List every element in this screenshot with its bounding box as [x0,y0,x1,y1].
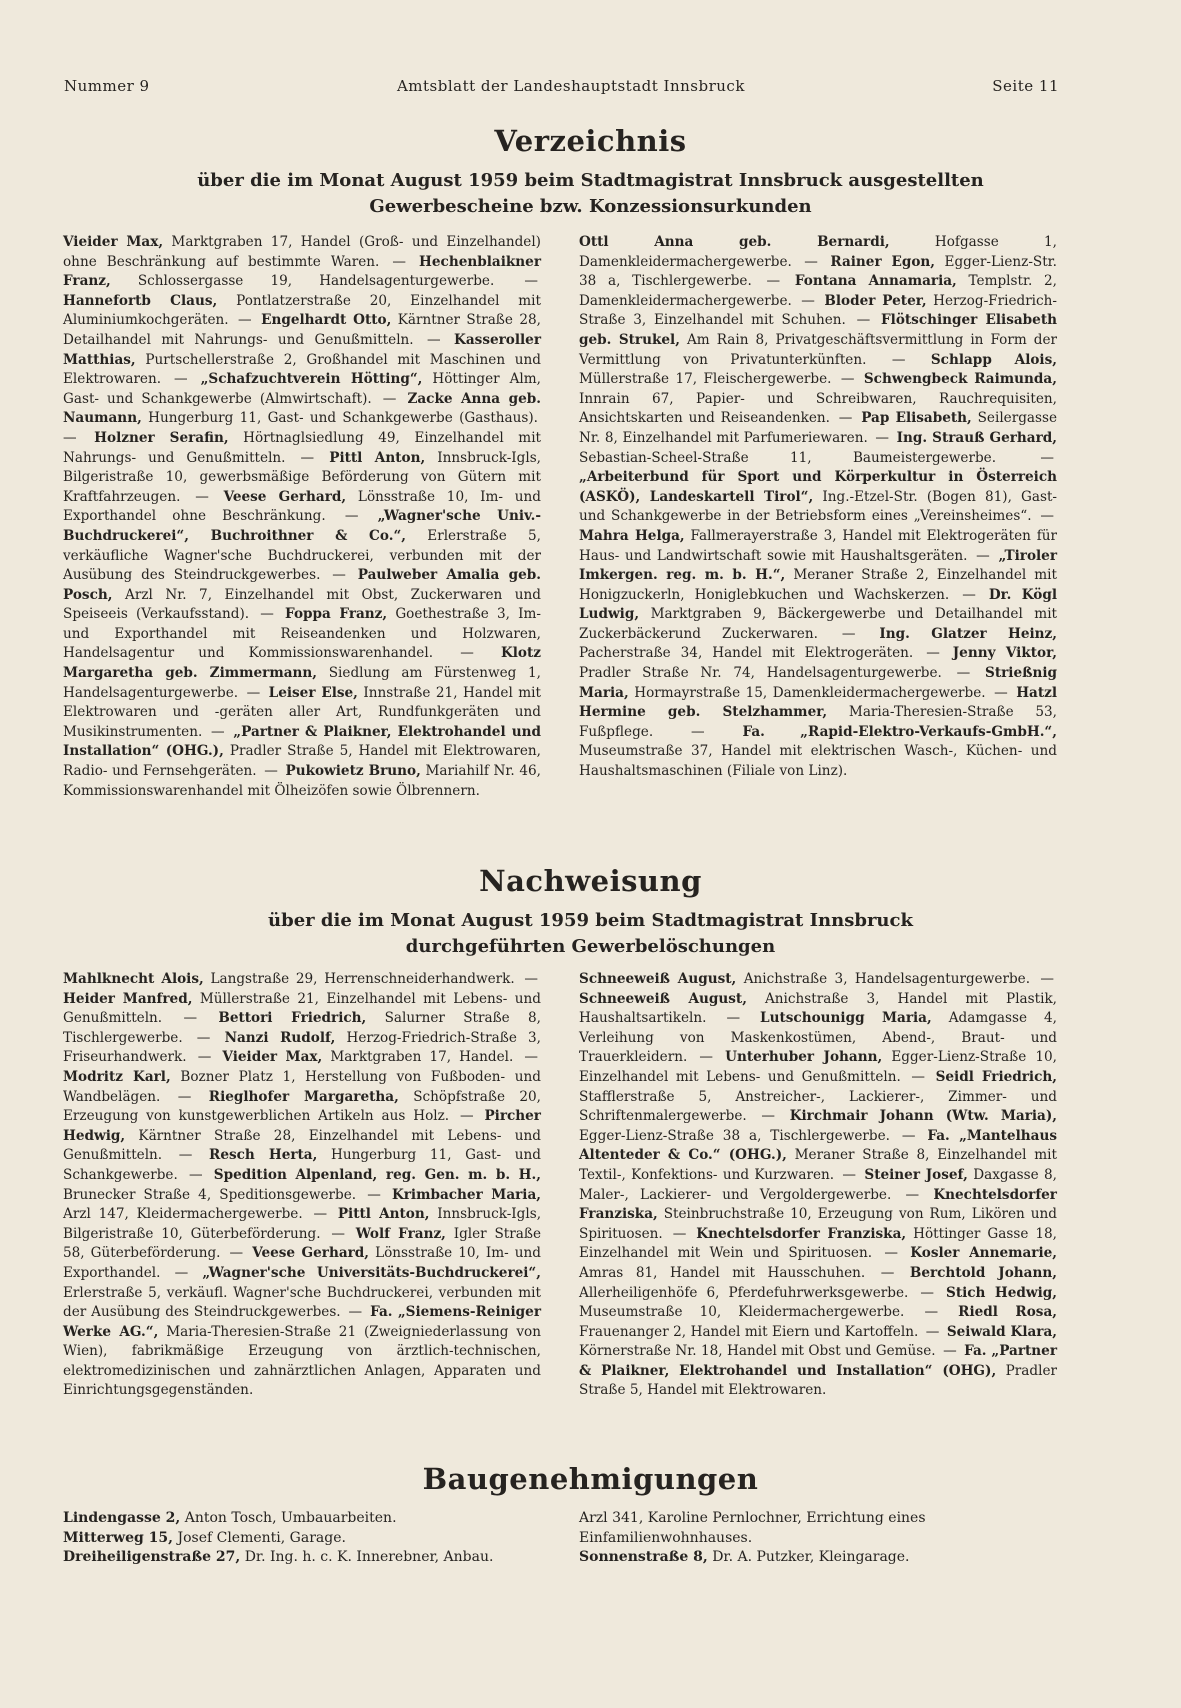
entry-separator: — [952,586,986,603]
entry-name: Nanzi Rudolf, [224,1029,336,1046]
entry-text: Schlossergasse 19, Handelsagenturgewerbe. [137,273,495,290]
section-subtitle-1: über die im Monat August 1959 beim Stadtmagistrat Innsbruck ausgestellten [197,170,984,191]
entry-text: Meraner Straße 2, Einzelhandel mit Honigzuckerln, Honiglebkuchen und Wachskerzen. [579,567,1057,603]
entry-name: Fa. „Siemens-Reiniger Werke AG.“, [63,1304,541,1340]
entry-name: Knechtelsdorfer Franziska, [579,1186,1057,1223]
entry-separator: — [452,1108,482,1125]
entry-separator: — [794,292,822,309]
entry-text: Steinbruchstraße 10, Erzeugung von Rum, Likören und Spirituosen. [579,1206,1057,1242]
entry-name: Bettori Friedrich, [218,1010,367,1027]
entry-text: Amras 81, Handel mit Hausschuhen. [579,1264,866,1281]
entry-separator: — [869,351,928,368]
entry-separator: — [820,625,877,642]
entry-name: „Tiroler Imkergen. reg. m. b. H.“, [579,547,1057,584]
entry-separator: — [185,1029,222,1046]
section-subtitle-2: Gewerbescheine bzw. Konzessionsurkunden [369,196,812,217]
entry-name: Kosler Annemarie, [910,1245,1058,1262]
entry-text: Marktgraben 9, Bäckergewerbe und Detailhandel mit Zuckerbäckerund Zuckerwaren. [579,606,1057,642]
entry-separator: — [834,371,861,388]
entry-separator: — [205,723,231,740]
entry-separator: — [436,645,498,662]
entry-text: Museumstraße 37, Handel mit elektrischen Wasch-, Küchen- und Haushaltsmaschinen (Filiale von Linz). [579,743,1057,780]
entry-name: Spedition Alpenland, reg. Gen. m. b. H., [213,1166,541,1183]
entry-text: Kärntner Straße 28, Einzelhandel mit Lebens- und Genußmitteln. [63,1127,541,1164]
entry-separator: — [63,429,92,446]
entry-name: „Schafzuchtverein Hötting“, [200,371,423,388]
entry-name: Bloder Peter, [824,292,927,309]
entry-separator: — [374,390,405,407]
entry-name: Paulweber Amalia geb. Posch, [63,567,541,603]
entry-name: Pukowietz Bruno, [285,763,421,780]
register-entry [63,971,541,987]
entry-text: Josef Clementi, Garage. [177,1529,346,1546]
entry-separator: — [907,1304,956,1321]
entry-name: Vieider Max, [222,1049,323,1066]
entry-text: Erlerstraße 5, verkäufliche Wagner'sche Buchdruckerei, verbunden mit der Ausübung des Steindruckgewerbes. [63,527,542,584]
entry-text: Höttinger Alm, Gast- und Schankgewerbe (Almwirtschaft). [63,371,541,407]
entry-name: „Wagner'sche Universitäts-Buchdruckerei“, [202,1264,541,1281]
entry-text: Egger-Lienz-Straße 38 a, Tischlergewerbe. [579,1127,890,1144]
entry-separator: — [305,1206,335,1223]
entry-text: Dr. A. Putzker, Kleingarage. [712,1549,910,1566]
register-entry [579,528,1057,564]
entry-text: Innsbruck-Igls, Bilgeristraße 10, gewerbsmäßige Beförderung von Gütern mit Kraftfahrzeugen. [63,449,541,505]
entry-name: Jenny Viktor, [952,645,1057,662]
nachweisung-right-column [579,970,1057,1401]
entry-separator: — [163,1264,200,1281]
entry-name: Seiwald Klara, [946,1323,1057,1340]
entry-separator: — [837,1166,862,1183]
permit-entry [63,1529,541,1549]
entry-separator: — [223,1245,250,1262]
entry-text: Goethestraße 3, Im- und Exporthandel mit Reiseandenken und Holzwaren, Handelsagentur und Kommissionswarenhandel. [63,606,541,662]
entry-text: Körnerstraße Nr. 18, Handel mit Obst und Gemüse. [579,1343,936,1360]
entry-name: Lutschounigg Maria, [760,1010,932,1027]
entry-name: Schneeweiß August, [579,990,747,1007]
nachweisung-left-column [63,970,541,1401]
entry-separator: — [938,1343,962,1360]
entry-separator: — [343,1304,368,1321]
entry-name: „Arbeiterbund für Sport und Körperkultur in Österreich (ASKÖ), Landeskartell Tirol“, [579,469,1057,505]
entry-name: „Wagner'sche Univ.-Buchdruckerei“, Buchroithner & Co.“, [63,508,541,544]
entry-text: Innstraße 21, Handel mit Elektrowaren und -geräten aller Art, Rundfunkgeräten und Musikinstrumenten. [63,684,541,740]
entry-name: Fa. „Rapid-Elektro-Verkaufs-GmbH.“, [742,723,1057,740]
baugenehmigungen-right-column [579,1509,1057,1568]
entry-text: Meraner Straße 8, Einzelhandel mit Textil-, Konfektions- und Kurzwaren. [579,1147,1057,1183]
entry-text: Adamgasse 4, Verleihung von Maskenkostümen, Abend-, Braut- und Trauerkleidern. [579,1010,1057,1066]
entry-separator: — [231,312,259,329]
entry-separator: — [183,488,221,505]
entry-text: Igler Straße 58, Güterbeförderung. [63,1225,541,1262]
entry-separator: — [875,1245,908,1262]
entry-text: Hungerburg 11, Gast- und Schankgewerbe (Gasthaus). [148,410,538,427]
entry-separator: — [999,449,1054,466]
permit-entry [579,1548,1057,1568]
entry-text: Arzl 341, Karoline Pernlochner, Errichtung eines Einfamilienwohnhauses. [579,1510,926,1546]
entry-text: Lönsstraße 10, Im- und Exporthandel. [63,1245,541,1281]
entry-text: Hungerburg 11, Gast- und Schankgewerbe. [63,1147,542,1183]
entry-text: Pontlatzerstraße 20, Einzelhandel mit Aluminiumkochgeräten. [63,292,541,329]
entry-name: Riedl Rosa, [958,1304,1057,1321]
entry-text: Brunecker Straße 4, Speditionsgewerbe. [63,1186,357,1203]
entry-name: Rieglhofer Margaretha, [208,1088,399,1105]
entry-separator: — [754,273,792,290]
entry-separator: — [988,684,1014,701]
entry-text: Am Rain 8, Privatgeschäftsvermittlung in Form der Vermittlung von Privatunterkünften. [579,331,1057,368]
entry-separator: — [252,606,283,623]
entry-name: Mahra Helga, [579,527,685,544]
entry-text: Marktgraben 17, Handel (Groß- und Einzelhandel) ohne Beschränkung auf bestimmte Waren. [63,234,541,270]
entry-separator: — [1033,971,1055,987]
entry-separator: — [259,763,283,780]
entry-text: Hofgasse 1, Damenkleidermachergewerbe. [579,234,1057,270]
entry-text: Müllerstraße 21, Einzelhandel mit Lebens- und Genußmitteln. [63,990,541,1027]
entry-separator: — [323,1225,353,1242]
entry-separator: — [189,1049,220,1066]
entry-separator: — [416,331,452,348]
entry-name: Dreiheiligenstraße 27, [63,1549,241,1566]
entry-separator: — [497,273,539,290]
entry-text: Daxgasse 8, Maler-, Lackierer- und Vergoldergewerbe. [579,1166,1057,1203]
entry-name: Holzner Serafin, [94,429,229,446]
entry-separator: — [359,1186,389,1203]
entry-name: Rainer Egon, [830,253,936,270]
entry-separator: — [868,1264,907,1281]
entry-text: Pradler Straße 5, Handel mit Elektrowaren. [579,1362,1057,1399]
entry-name: Schneeweiß August, [579,971,737,987]
entry-text: Stafflerstraße 5, Anstreicher-, Lackierer-, Zimmer- und Schriftenmalergewerbe. [579,1088,1057,1125]
entry-separator: — [690,1049,723,1066]
entry-separator: — [165,1010,216,1027]
entry-text: Kärntner Straße 28, Detailhandel mit Nahrungs- und Genußmitteln. [63,312,541,348]
page-header [64,77,1059,95]
entry-name: Ing. Strauß Gerhard, [896,429,1057,446]
entry-name: Pittl Anton, [329,449,426,466]
entry-text: Schöpfstraße 20, Erzeugung von kunstgewerblichen Artikeln aus Holz. [63,1088,541,1125]
entry-text: Arzl 147, Kleidermachergewerbe. [63,1206,303,1223]
verzeichnis-right-column [579,233,1057,801]
register-entry [222,1049,541,1065]
entry-name: Engelhardt Otto, [261,312,392,329]
entry-name: Lindengasse 2, [63,1510,181,1526]
entry-text: Fallmerayerstraße 3, Handel mit Elektrogeräten für Haus- und Landwirtschaft sowie mit Haushaltsgeräten. [579,527,1057,564]
entry-text: Lönsstraße 10, Im- und Exporthandel ohne Beschränkung. [63,488,541,525]
section2-subtitle-2: durchgeführten Gewerbelöschungen [405,936,776,957]
entry-separator: — [833,410,859,427]
entry-name: Veese Gerhard, [252,1245,370,1262]
entry-text: Egger-Lienz-Str. 38 a, Tischlergewerbe. [579,253,1058,290]
entry-separator: — [180,1166,211,1183]
entry-text: Siedlung am Fürstenweg 1, Handelsagenturgewerbe. [63,665,542,701]
entry-separator: — [165,1147,207,1164]
entry-text: Museumstraße 10, Kleidermachergewerbe. [579,1304,905,1321]
entry-separator: — [241,684,266,701]
entry-name: Stich Hedwig, [946,1284,1057,1301]
entry-text: Maria-Theresien-Straße 53, Fußpflege. [579,704,1058,740]
entry-separator: — [749,1108,787,1125]
entry-name: Schwengbeck Raimunda, [863,371,1057,388]
entry-name: Modritz Karl, [63,1068,171,1085]
entry-text: Müllerstraße 17, Fleischergewerbe. [579,371,832,388]
entry-separator: — [903,1068,933,1085]
entry-text: Dr. Ing. h. c. K. Innerebner, Anbau. [244,1549,494,1566]
entry-text: Egger-Lienz-Straße 10, Einzelhandel mit Lebens- und Genußmitteln. [579,1049,1057,1085]
entry-text: Mariahilf Nr. 46, Kommissionswarenhandel mit Ölheizöfen sowie Ölbrennern. [63,763,541,799]
entry-name: Seidl Friedrich, [935,1068,1057,1085]
entry-text: Bozner Platz 1, Herstellung von Fußboden- und Wandbelägen. [63,1068,542,1105]
entry-name: Steiner Josef, [864,1166,968,1183]
entry-text: Frauenanger 2, Handel mit Eiern und Kartoffeln. [579,1323,919,1340]
section2-subtitle-1: über die im Monat August 1959 beim Stadtmagistrat Innsbruck [268,910,913,931]
entry-separator: — [892,1127,925,1144]
entry-name: Flötschinger Elisabeth geb. Strukel, [579,312,1057,348]
baugenehmigungen-columns [63,1509,1057,1568]
entry-separator: — [323,567,355,584]
entry-text: Anton Tosch, Umbauarbeiten. [184,1510,397,1526]
entry-separator: — [382,253,417,270]
permit-entry [63,1548,541,1568]
page-number: Seite 11 [992,77,1059,95]
entry-name: Knechtelsdorfer Franziska, [696,1225,907,1242]
register-entry [579,469,1057,524]
entry-separator: — [288,449,327,466]
entry-name: Sonnenstraße 8, [579,1549,708,1566]
entry-text: Salurner Straße 8, Tischlergewerbe. [63,1010,541,1046]
entry-text: Templstr. 2, Damenkleidermachergewerbe. [579,273,1057,309]
entry-text: Pacherstraße 34, Handel mit Elektrogeräten. [579,645,914,662]
entry-separator: — [870,429,894,446]
entry-separator: — [163,1088,206,1105]
entry-text: Herzog-Friedrich-Straße 3, Friseurhandwerk. [63,1029,541,1066]
entry-name: Veese Gerhard, [223,488,347,505]
entry-separator: — [916,645,950,662]
entry-name: Fontana Annamaria, [794,273,957,290]
entry-name: Krimbacher Maria, [391,1186,541,1203]
section-title-baugenehmigungen: Baugenehmigungen [422,1462,759,1496]
baugenehmigungen-left-column [63,1509,541,1568]
verzeichnis-columns [63,233,1057,801]
entry-name: Fa. „Partner & Plaikner, Elektrohandel und Installation“ (OHG), [579,1343,1057,1379]
entry-separator: — [328,508,375,525]
entry-name: Heider Manfred, [63,990,193,1007]
permit-entry [63,1509,541,1529]
entry-name: Strießnig Maria, [579,665,1057,701]
entry-name: Mitterweg 15, [63,1529,174,1546]
entry-text: Innsbruck-Igls, Bilgeristraße 10, Güterbeförderung. [63,1206,542,1242]
entry-text: Sebastian-Scheel-Straße 11, Baumeistergewerbe. [579,449,997,466]
entry-name: Kirchmair Johann (Wtw. Maria), [789,1108,1057,1125]
entry-text: Höttinger Gasse 18, Einzelhandel mit Wein und Spirituosen. [579,1225,1057,1262]
entry-name: Zacke Anna geb. Naumann, [63,390,541,427]
entry-text: Arzl Nr. 7, Einzelhandel mit Obst, Zuckerwaren und Speiseeis (Verkaufsstand). [63,586,541,623]
entry-name: Berchtold Johann, [909,1264,1057,1281]
entry-text: Marktgraben 17, Handel. [330,1049,514,1066]
entry-text: Ing.-Etzel-Str. (Bogen 81), Gast- und Schankgewerbe in der Betriebsform eines „Vereinsheimes“. [579,488,1057,525]
entry-name: Foppa Franz, [285,606,388,623]
entry-separator: — [516,1049,539,1066]
entry-name: Hannefortb Claus, [63,292,218,309]
nachweisung-columns [63,970,1057,1401]
entry-text: Langstraße 29, Herrenschneiderhandwerk. [210,971,515,987]
entry-text: Innrain 67, Papier- und Schreibwaren, Rauchrequisiten, Ansichtskarten und Reiseandenken. [579,390,1057,427]
entry-text: Pradler Straße Nr. 74, Handelsagenturgewerbe. [579,665,942,682]
entry-text: Anichstraße 3, Handelsagenturgewerbe. [743,971,1031,987]
entry-separator: — [848,312,878,329]
entry-name: Fa. „Mantelhaus Altenteder & Co.“ (OHG.), [579,1127,1057,1164]
entry-name: Vieider Max, [63,234,164,250]
entry-separator: — [944,665,983,682]
entry-separator: — [656,723,740,740]
entry-name: Pap Elisabeth, [861,410,972,427]
entry-text: Anichstraße 3, Handel mit Plastik, Haushaltsartikeln. [579,990,1057,1027]
register-entry [579,971,1057,987]
entry-text: Pradler Straße 5, Handel mit Elektrowaren, Radio- und Fernsehgeräten. [63,743,541,780]
entry-separator: — [709,1010,758,1027]
entry-separator: — [911,1284,944,1301]
entry-name: Kasseroller Matthias, [63,331,541,368]
entry-name: Pittl Anton, [337,1206,430,1223]
entry-text: Hormayrstraße 15, Damenkleidermachergewerbe. [634,684,986,701]
entry-separator: — [794,253,828,270]
entry-name: Klotz Margaretha geb. Zimmermann, [63,645,541,682]
section-title-verzeichnis: Verzeichnis [494,124,687,158]
entry-name: Wolf Franz, [355,1225,446,1242]
entry-text: Hörtnaglsiedlung 49, Einzelhandel mit Nahrungs- und Genußmitteln. [63,429,542,466]
entry-separator: — [665,1225,694,1242]
entry-name: Ottl Anna geb. Bernardi, [579,234,890,250]
publication-title: Amtsblatt der Landeshauptstadt Innsbruck [396,77,745,95]
entry-text: Erlerstraße 5, verkäufl. Wagner'sche Buchdruckerei, verbunden mit der Ausübung des Steindruckgewerbes. [63,1284,541,1321]
issue-number: Nummer 9 [64,77,150,95]
permit-entry [579,1509,1057,1548]
entry-name: Unterhuber Johann, [725,1049,883,1066]
entry-name: Leiser Else, [268,684,358,701]
entry-separator: — [517,971,538,987]
entry-name: Hatzl Hermine geb. Stelzhammer, [579,684,1058,721]
entry-name: Mahlknecht Alois, [63,971,204,987]
entry-text: Allerheiligenhöfe 6, Pferdefuhrwerksgewerbe. [579,1284,909,1301]
verzeichnis-left-column [63,233,541,801]
entry-name: „Partner & Plaikner, Elektrohandel und Installation“ (OHG.), [63,723,541,760]
section-title-nachweisung: Nachweisung [479,864,702,898]
entry-name: Dr. Kögl Ludwig, [579,586,1058,623]
entry-text: Seilergasse Nr. 8, Einzelhandel mit Parfumeriewaren. [579,410,1058,446]
entry-name: Pircher Hedwig, [63,1108,541,1144]
entry-name: Hechenblaikner Franz, [63,253,541,290]
entry-separator: — [894,1186,931,1203]
entry-separator: — [1034,508,1054,525]
entry-separator: — [970,547,996,564]
entry-separator: — [921,1323,944,1340]
entry-text: Maria-Theresien-Straße 21 (Zweigniederlassung von Wien), fabrikmäßige Erzeugung von ärztlich-technischen, elektromedizinischen und zahnärztlichen Anlagen, Apparaten und Einrichtungsgegenständen. [63,1323,541,1399]
entry-name: Schlapp Alois, [930,351,1057,368]
entry-name: Resch Herta, [209,1147,318,1164]
entry-text: Herzog-Friedrich-Straße 3, Einzelhandel mit Schuhen. [579,292,1057,329]
entry-name: Ing. Glatzer Heinz, [879,625,1058,642]
entry-separator: — [164,371,198,388]
entry-text: Purtschellerstraße 2, Großhandel mit Maschinen und Elektrowaren. [63,351,541,388]
